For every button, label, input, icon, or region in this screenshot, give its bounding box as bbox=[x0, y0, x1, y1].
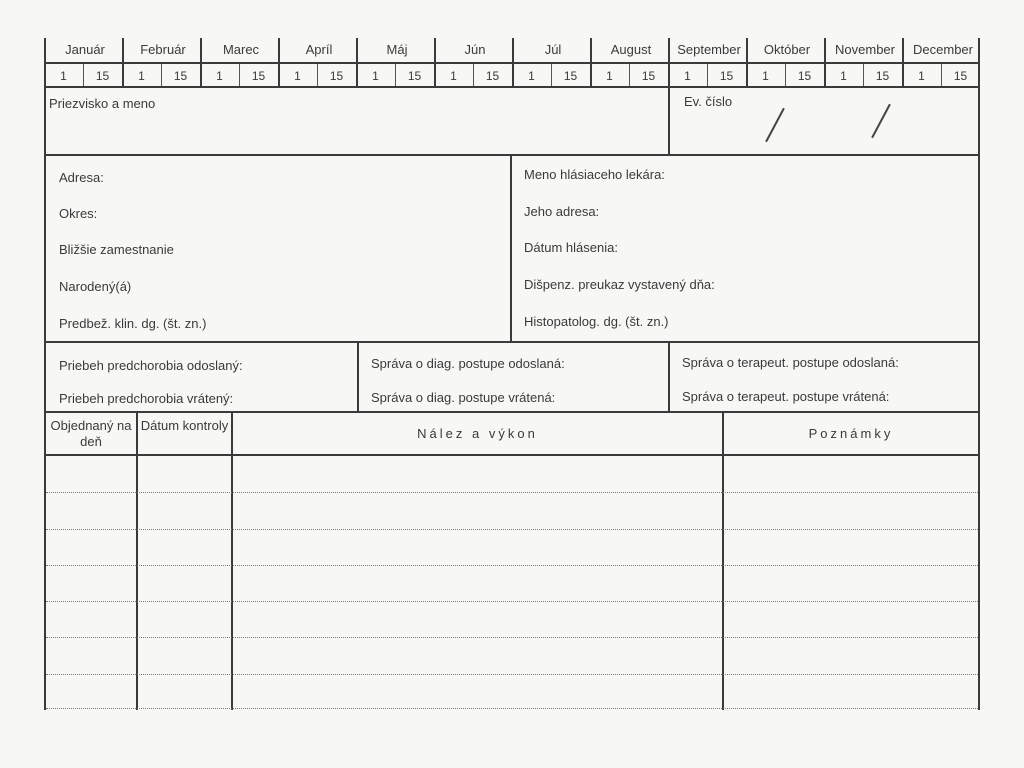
right-border bbox=[978, 38, 980, 710]
table-col-divider-2 bbox=[231, 411, 233, 710]
diag-returned-label: Správa o diag. postupe vrátená: bbox=[371, 390, 556, 405]
therapy-sent-label: Správa o terapeut. postupe odoslaná: bbox=[682, 355, 899, 370]
month-2-day-15: 15 bbox=[173, 69, 188, 83]
doctor-address-label: Jeho adresa: bbox=[524, 204, 600, 219]
month-8-label: August bbox=[610, 42, 652, 57]
month-10-day-15: 15 bbox=[797, 69, 812, 83]
month-6-day-1: 1 bbox=[450, 69, 457, 83]
half-month-divider-3 bbox=[239, 64, 240, 86]
table-col-divider-3 bbox=[722, 411, 724, 710]
table-row-line bbox=[46, 708, 978, 709]
prehistory-returned-label: Priebeh predchorobia vrátený: bbox=[59, 391, 234, 406]
month-11-day-1: 1 bbox=[840, 69, 847, 83]
half-month-divider-2 bbox=[161, 64, 162, 86]
month-1-label: Január bbox=[65, 42, 105, 57]
table-row-line bbox=[46, 492, 978, 493]
born-label: Narodený(á) bbox=[59, 279, 132, 294]
month-4-day-1: 1 bbox=[294, 69, 301, 83]
month-3-day-1: 1 bbox=[216, 69, 223, 83]
col-date-header: Dátum kontroly bbox=[140, 418, 229, 433]
month-10-day-1: 1 bbox=[762, 69, 769, 83]
month-12-day-1: 1 bbox=[918, 69, 925, 83]
month-9-day-15: 15 bbox=[719, 69, 734, 83]
identity-bottom-rule bbox=[44, 154, 980, 156]
registration-card bbox=[44, 38, 980, 710]
month-6-day-15: 15 bbox=[485, 69, 500, 83]
header-bottom-rule bbox=[44, 86, 980, 88]
therapy-returned-label: Správa o terapeut. postupe vrátená: bbox=[682, 389, 890, 404]
table-row-line bbox=[46, 674, 978, 675]
ev-separator-2 bbox=[871, 104, 891, 138]
table-row-line bbox=[46, 637, 978, 638]
col-findings-header: Nález a výkon bbox=[417, 426, 538, 441]
month-2-label: Február bbox=[140, 42, 186, 57]
half-month-divider-1 bbox=[83, 64, 84, 86]
fields-divider bbox=[510, 154, 512, 342]
half-month-divider-4 bbox=[317, 64, 318, 86]
address-label: Adresa: bbox=[59, 170, 104, 185]
month-5-label: Máj bbox=[386, 42, 408, 57]
month-4-label: Apríl bbox=[305, 42, 333, 57]
month-5-day-1: 1 bbox=[372, 69, 379, 83]
table-row-line bbox=[46, 565, 978, 566]
month-2-day-1: 1 bbox=[138, 69, 145, 83]
ev-number-label: Ev. číslo bbox=[684, 94, 733, 109]
table-row-line bbox=[46, 529, 978, 530]
month-7-day-15: 15 bbox=[563, 69, 578, 83]
occupation-label: Bližšie zamestnanie bbox=[59, 242, 174, 257]
half-month-divider-6 bbox=[473, 64, 474, 86]
report-date-label: Dátum hlásenia: bbox=[524, 240, 618, 255]
dispensary-card-label: Dišpenz. preukaz vystavený dňa: bbox=[524, 277, 715, 292]
month-divider bbox=[44, 62, 980, 64]
ev-separator-1 bbox=[765, 108, 785, 142]
month-12-label: December bbox=[913, 42, 973, 57]
month-7-day-1: 1 bbox=[528, 69, 535, 83]
table-col-divider-1 bbox=[136, 411, 138, 710]
month-5-day-15: 15 bbox=[407, 69, 422, 83]
reporting-doctor-label: Meno hlásiaceho lekára: bbox=[524, 167, 665, 182]
month-11-day-15: 15 bbox=[875, 69, 890, 83]
col-ordered-header: Objednaný na deň bbox=[50, 418, 132, 449]
month-10-label: Október bbox=[763, 42, 811, 57]
month-7-label: Júl bbox=[544, 42, 562, 57]
reports-divider-2 bbox=[668, 341, 670, 412]
half-month-divider-12 bbox=[941, 64, 942, 86]
left-border bbox=[44, 38, 46, 710]
reports-divider-1 bbox=[357, 341, 359, 412]
histopathology-label: Histopatolog. dg. (št. zn.) bbox=[524, 314, 669, 329]
month-4-day-15: 15 bbox=[329, 69, 344, 83]
month-3-label: Marec bbox=[222, 42, 260, 57]
month-8-day-1: 1 bbox=[606, 69, 613, 83]
col-notes-header: Poznámky bbox=[808, 426, 894, 441]
half-month-divider-7 bbox=[551, 64, 552, 86]
reports-bottom-rule bbox=[44, 411, 980, 413]
fields-bottom-rule bbox=[44, 341, 980, 343]
month-8-day-15: 15 bbox=[641, 69, 656, 83]
half-month-divider-11 bbox=[863, 64, 864, 86]
month-11-label: November bbox=[835, 42, 895, 57]
month-9-label: September bbox=[677, 42, 741, 57]
diag-sent-label: Správa o diag. postupe odoslaná: bbox=[371, 356, 565, 371]
name-label: Priezvisko a meno bbox=[49, 96, 156, 111]
month-9-day-1: 1 bbox=[684, 69, 691, 83]
prehistory-sent-label: Priebeh predchorobia odoslaný: bbox=[59, 358, 243, 373]
table-row-line bbox=[46, 601, 978, 602]
month-3-day-15: 15 bbox=[251, 69, 266, 83]
ev-divider bbox=[668, 86, 670, 156]
half-month-divider-8 bbox=[629, 64, 630, 86]
month-1-day-15: 15 bbox=[95, 69, 110, 83]
prelim-diagnosis-label: Predbež. klin. dg. (št. zn.) bbox=[59, 316, 207, 331]
half-month-divider-5 bbox=[395, 64, 396, 86]
table-header-rule bbox=[44, 454, 980, 456]
month-12-day-15: 15 bbox=[953, 69, 968, 83]
district-label: Okres: bbox=[59, 206, 98, 221]
month-6-label: Jún bbox=[464, 42, 486, 57]
half-month-divider-10 bbox=[785, 64, 786, 86]
half-month-divider-9 bbox=[707, 64, 708, 86]
month-1-day-1: 1 bbox=[60, 69, 67, 83]
